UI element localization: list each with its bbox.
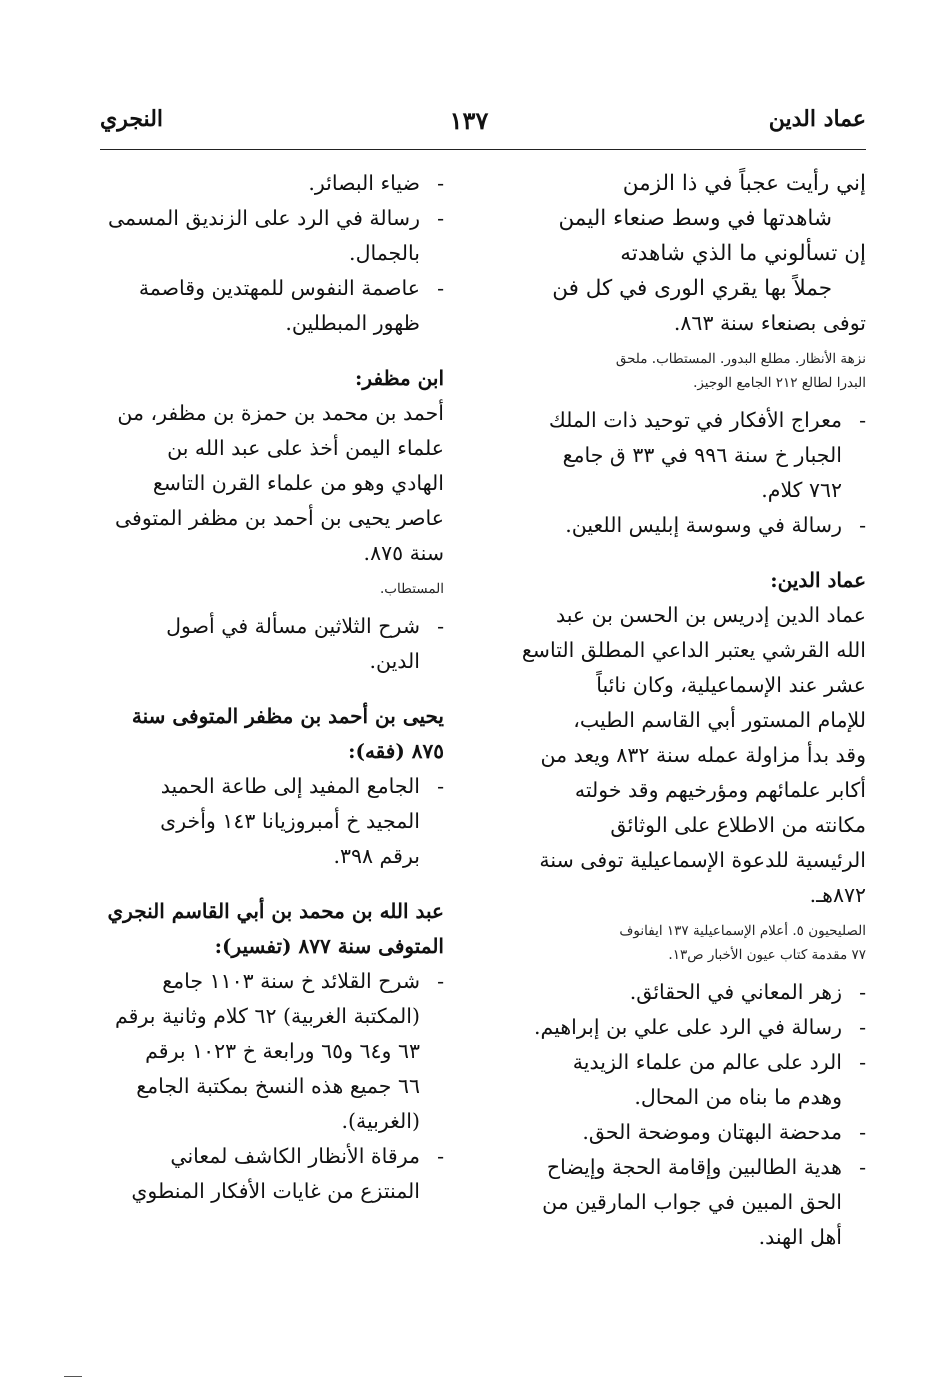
work-line: المجيد خ أمبروزيانا ١٤٣ وأخرى bbox=[160, 809, 420, 833]
work-line: معراج الأفكار في توحيد ذات الملك bbox=[548, 408, 842, 432]
poem-line: جملاً بها يقري الورى في كل فن bbox=[552, 276, 832, 301]
work-line: مدحضة البهتان وموضحة الحق. bbox=[582, 1120, 842, 1144]
work-line: الرد على عالم من علماء الزيدية bbox=[572, 1050, 842, 1074]
bio-line: وقد بدأ مزاولة عمله سنة ٨٣٢ ويعد من bbox=[540, 743, 866, 767]
running-header-chapter: عماد الدين bbox=[768, 106, 866, 132]
source-line: المستطاب. bbox=[380, 581, 444, 597]
work-line: الدين. bbox=[369, 649, 420, 673]
death-note: توفى بصنعاء سنة ٨٦٣. bbox=[673, 311, 866, 335]
poem-line: شاهدتها في وسط صنعاء اليمن bbox=[558, 206, 832, 231]
work-item bbox=[102, 201, 444, 271]
work-line: رسالة في الرد على علي بن إبراهيم. bbox=[533, 1015, 842, 1039]
work-item bbox=[498, 1045, 866, 1115]
heading-line: المتوفى سنة ٨٧٧ (تفسير): bbox=[214, 934, 444, 958]
bio-line: عشر عند الإسماعيلية، وكان نائباً bbox=[596, 673, 866, 697]
work-item bbox=[498, 1115, 866, 1150]
work-item bbox=[102, 1139, 444, 1209]
work-line: شرح الثلاثين مسألة في أصول bbox=[166, 614, 420, 638]
bullet-dash: - bbox=[859, 1015, 866, 1039]
bio-line: للإمام المستور أبي القاسم الطيب، bbox=[573, 708, 866, 732]
bio-line: علماء اليمن أخذ على عبد الله بن bbox=[167, 436, 444, 460]
work-line: الحق المبين في جواب المارقين من bbox=[542, 1190, 842, 1214]
source-note bbox=[102, 577, 444, 601]
bullet-dash: - bbox=[859, 1155, 866, 1179]
work-line: شرح القلائد خ سنة ١١٠٣ جامع bbox=[162, 969, 420, 993]
source-line: ٧٧ مقدمة كتاب عيون الأخبار ص١٣. bbox=[668, 947, 866, 963]
heading-line: يحيى بن أحمد بن مظفر المتوفى سنة bbox=[131, 704, 444, 728]
work-line: ٧٦٢ كلام. bbox=[761, 478, 842, 502]
entry-heading bbox=[102, 699, 444, 769]
work-item bbox=[498, 508, 866, 543]
work-line: رسالة في الرد على الزنديق المسمى bbox=[107, 206, 420, 230]
work-line: ضياء البصائر. bbox=[308, 171, 420, 195]
entry-heading bbox=[102, 894, 444, 964]
source-note bbox=[498, 347, 866, 395]
source-note bbox=[498, 919, 866, 967]
bullet-dash: - bbox=[859, 1050, 866, 1074]
bullet-dash: - bbox=[437, 1144, 444, 1168]
header-rule bbox=[100, 149, 866, 150]
heading-line: ٨٧٥ (فقه): bbox=[348, 739, 444, 763]
work-line: ٦٦ جميع هذه النسخ بمكتبة الجامع bbox=[136, 1074, 420, 1098]
work-line: هدية الطالبين وإقامة الحجة وإيضاح bbox=[546, 1155, 842, 1179]
page-number: ١٣٧ bbox=[449, 106, 489, 135]
work-line: الجامع المفيد إلى طاعة الحميد bbox=[160, 774, 420, 798]
bio-line: عماد الدين إدريس بن الحسن بن عبد bbox=[555, 603, 866, 627]
bio-line: مكانته من الاطلاع على الوثائق bbox=[610, 813, 866, 837]
work-item bbox=[498, 1150, 866, 1255]
work-item bbox=[498, 1010, 866, 1045]
bullet-dash: - bbox=[437, 969, 444, 993]
work-line: مرقاة الأنظار الكاشف لمعاني bbox=[170, 1144, 420, 1168]
source-line: البدرا لطالع ٢١٢ الجامع الوجيز. bbox=[693, 375, 866, 391]
bullet-dash: - bbox=[859, 513, 866, 537]
work-item bbox=[102, 166, 444, 201]
bio-line: ٨٧٢هـ. bbox=[809, 883, 866, 907]
bullet-dash: - bbox=[437, 206, 444, 230]
work-line: وهدم ما بناه من المحال. bbox=[634, 1085, 842, 1109]
bio-line: عاصر يحيى بن أحمد بن مظفر المتوفى bbox=[114, 506, 444, 530]
heading-line: عبد الله بن محمد بن أبي القاسم النجري bbox=[107, 899, 444, 923]
work-item bbox=[102, 964, 444, 1139]
bullet-dash: - bbox=[859, 980, 866, 1004]
work-item bbox=[498, 403, 866, 508]
work-line: أهل الهند. bbox=[758, 1225, 842, 1249]
work-item bbox=[102, 609, 444, 679]
work-line: بالجمال. bbox=[349, 241, 420, 265]
work-line: (المكتبة الغربية) ٦٢ كلام وثانية برقم bbox=[115, 1004, 420, 1028]
left-column bbox=[102, 166, 444, 1209]
bullet-dash: - bbox=[437, 614, 444, 638]
source-line: نزهة الأنظار. مطلع البدور. المستطاب. ملحق bbox=[615, 351, 866, 367]
entry-heading: ابن مظفر: bbox=[355, 366, 444, 390]
source-line: الصليحيون ٥. أعلام الإسماعيلية ١٣٧ ايفانوف bbox=[619, 923, 866, 939]
right-column bbox=[498, 166, 866, 1255]
bullet-dash: - bbox=[859, 1120, 866, 1144]
bio-line: الهادي وهو من علماء القرن التاسع bbox=[152, 471, 444, 495]
work-line: زهر المعاني في الحقائق. bbox=[629, 980, 842, 1004]
work-line: ظهور المبطلين. bbox=[285, 311, 420, 335]
bio-line: أكابر علمائهم ومؤرخيهم وقد خولته bbox=[574, 778, 866, 802]
work-line: الجبار خ سنة ٩٩٦ في ٣٣ ق جامع bbox=[562, 443, 842, 467]
entry-heading: عماد الدين: bbox=[770, 568, 866, 592]
bio-line: الرئيسية للدعوة الإسماعيلية توفى سنة bbox=[539, 848, 866, 872]
work-line: رسالة في وسوسة إبليس اللعين. bbox=[565, 513, 842, 537]
scan-mark bbox=[64, 1376, 82, 1377]
bio-line: أحمد بن محمد بن حمزة بن مظفر، من bbox=[117, 401, 444, 425]
bullet-dash: - bbox=[437, 774, 444, 798]
work-line: المنتزع من غايات الأفكار المنطوي bbox=[131, 1179, 420, 1203]
work-line: (الغربية). bbox=[341, 1109, 420, 1133]
work-line: ٦٣ و٦٤ و٦٥ ورابعة خ ١٠٢٣ برقم bbox=[145, 1039, 420, 1063]
bio-line: الله القرشي يعتبر الداعي المطلق التاسع bbox=[521, 638, 866, 662]
bullet-dash: - bbox=[437, 276, 444, 300]
poem-line: إن تسألوني ما الذي شاهدته bbox=[620, 241, 866, 266]
work-item bbox=[498, 975, 866, 1010]
work-line: برقم ٣٩٨. bbox=[333, 844, 420, 868]
work-item bbox=[102, 769, 444, 874]
work-line: عاصمة النفوس للمهتدين وقاصمة bbox=[138, 276, 420, 300]
bullet-dash: - bbox=[859, 408, 866, 432]
running-header-name: النجري bbox=[100, 106, 164, 132]
poem-line: إني رأيت عجباً في ذا الزمن bbox=[622, 171, 866, 196]
bio-line: سنة ٨٧٥. bbox=[363, 541, 444, 565]
bullet-dash: - bbox=[437, 171, 444, 195]
work-item bbox=[102, 271, 444, 341]
